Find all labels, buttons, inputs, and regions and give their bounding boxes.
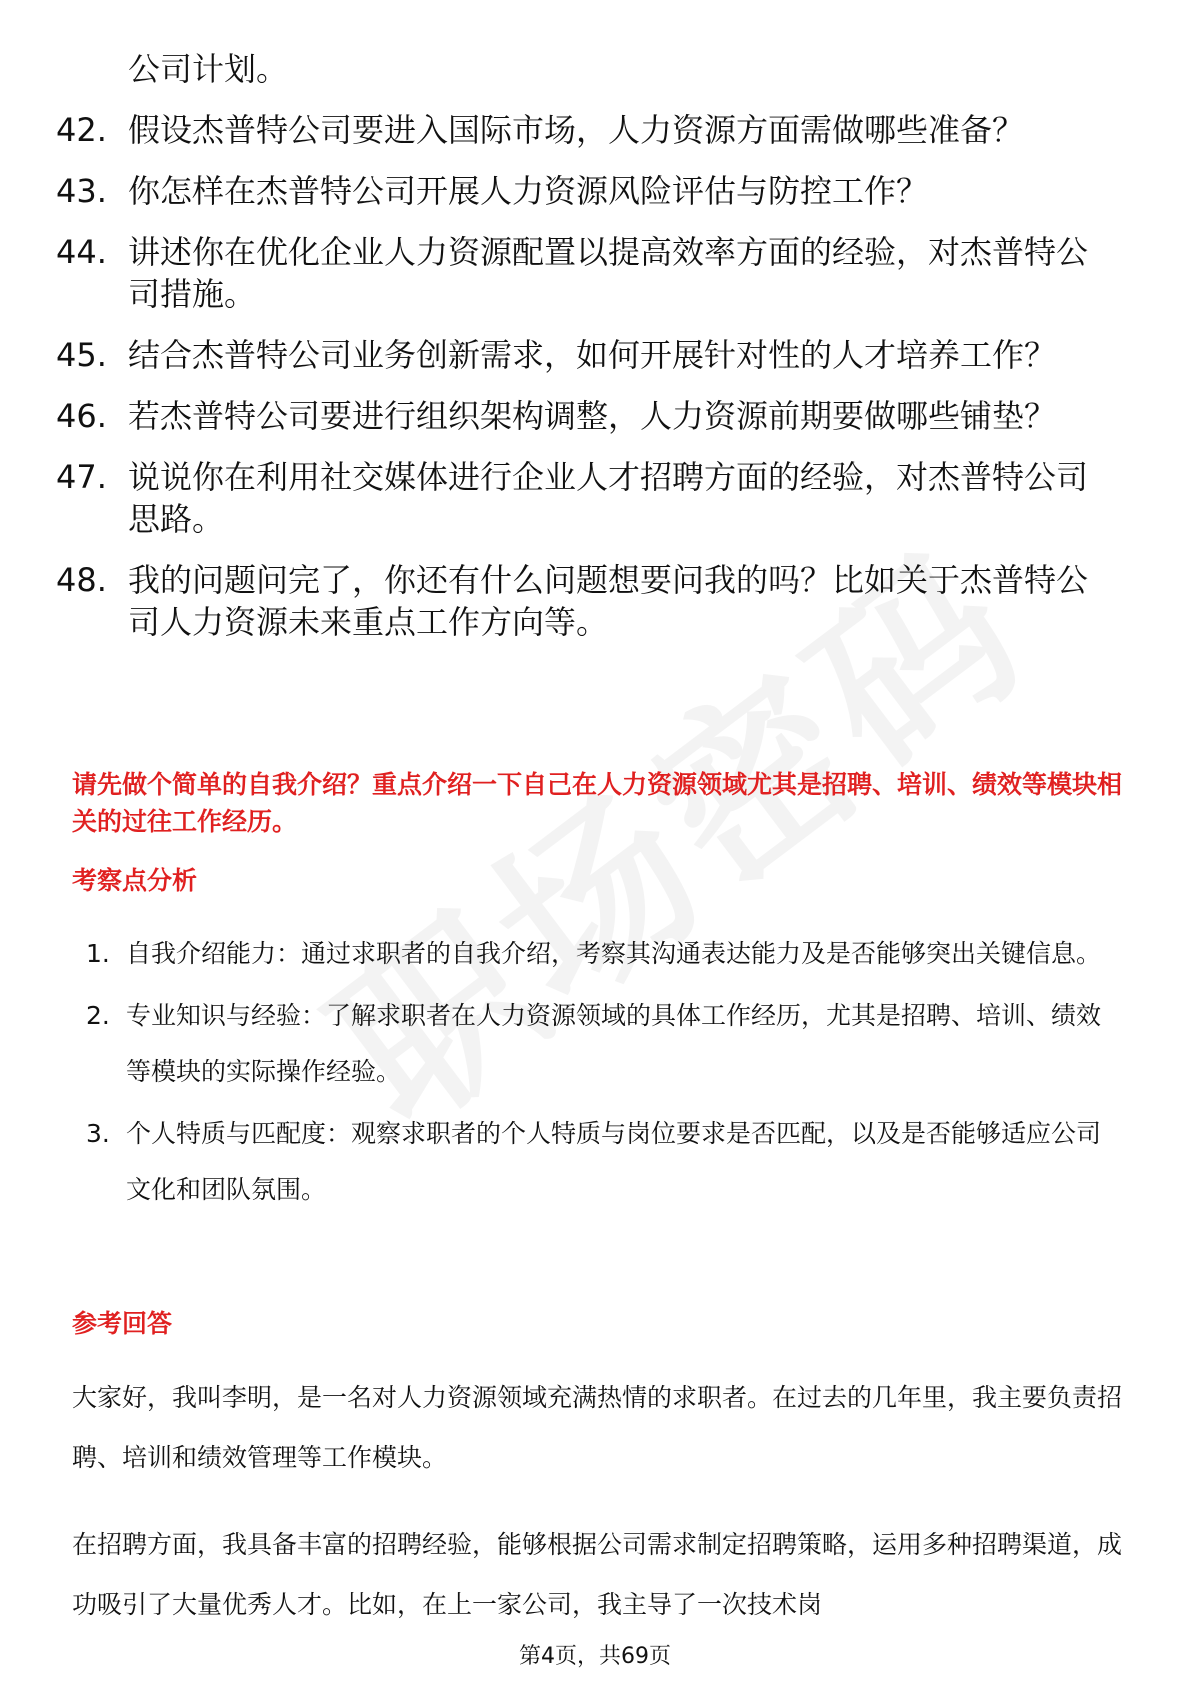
- analysis-item: [72, 1106, 1122, 1218]
- question-text: 讲述你在优化企业人力资源配置以提高效率方面的经验，对杰普特公司措施。: [128, 233, 1089, 313]
- analysis-text: 个人特质与匹配度：观察求职者的个人特质与岗位要求是否匹配，以及是否能够适应公司文化和团队氛围。: [126, 1119, 1102, 1204]
- question-text: 若杰普特公司要进行组织架构调整，人力资源前期要做哪些铺垫？: [128, 397, 1057, 435]
- analysis-number: 2.: [86, 1001, 110, 1030]
- analysis-text: 自我介绍能力：通过求职者的自我介绍，考察其沟通表达能力及是否能够突出关键信息。: [126, 939, 1102, 968]
- question-number: 43.: [56, 172, 107, 210]
- answer-paragraph: 大家好，我叫李明，是一名对人力资源领域充满热情的求职者。在过去的几年里，我主要负责招聘、培训和绩效管理等工作模块。: [72, 1383, 1123, 1472]
- question-number: 47.: [56, 458, 107, 496]
- question-number: 45.: [56, 336, 107, 374]
- question-text: 结合杰普特公司业务创新需求，如何开展针对性的人才培养工作？: [128, 336, 1057, 374]
- question-text: 你怎样在杰普特公司开展人力资源风险评估与防控工作？: [128, 172, 929, 210]
- question-number: 42.: [56, 111, 107, 149]
- question-item: [52, 395, 1112, 437]
- question-item: [52, 559, 1112, 643]
- question-item: [52, 170, 1112, 212]
- answer-paragraph: 在招聘方面，我具备丰富的招聘经验，能够根据公司需求制定招聘策略，运用多种招聘渠道，成功吸引了大量优秀人才。比如，在上一家公司，我主导了一次技术岗: [72, 1530, 1123, 1619]
- analysis-item: [72, 926, 1122, 982]
- question-item: [52, 109, 1112, 151]
- question-list: [52, 48, 1112, 662]
- question-number: 48.: [56, 561, 107, 599]
- question-number: 44.: [56, 233, 107, 271]
- analysis-number: 1.: [86, 939, 110, 968]
- question-item: [52, 334, 1112, 376]
- analysis-heading: 考察点分析: [72, 866, 198, 895]
- question-text: 说说你在利用社交媒体进行企业人才招聘方面的经验，对杰普特公司思路。: [128, 458, 1089, 538]
- analysis-item: [72, 988, 1122, 1100]
- analysis-text: 专业知识与经验：了解求职者在人力资源领域的具体工作经历，尤其是招聘、培训、绩效等模块的实际操作经验。: [126, 1001, 1102, 1086]
- analysis-number: 3.: [86, 1119, 110, 1148]
- analysis-list: [72, 926, 1122, 1224]
- page-footer: 第4页，共69页: [519, 1644, 671, 1669]
- question-text: 我的问题问完了，你还有什么问题想要问我的吗？比如关于杰普特公司人力资源未来重点工作方向等。: [128, 561, 1089, 641]
- interview-question-heading: 请先做个简单的自我介绍？重点介绍一下自己在人力资源领域尤其是招聘、培训、绩效等模块相关的过往工作经历。: [72, 770, 1123, 836]
- question-number: 46.: [56, 397, 107, 435]
- continued-question-text: 公司计划。: [128, 50, 289, 88]
- question-item: [52, 456, 1112, 540]
- question-item: [52, 231, 1112, 315]
- question-text: 假设杰普特公司要进入国际市场，人力资源方面需做哪些准备？: [128, 111, 1025, 149]
- answer-heading: 参考回答: [72, 1309, 173, 1338]
